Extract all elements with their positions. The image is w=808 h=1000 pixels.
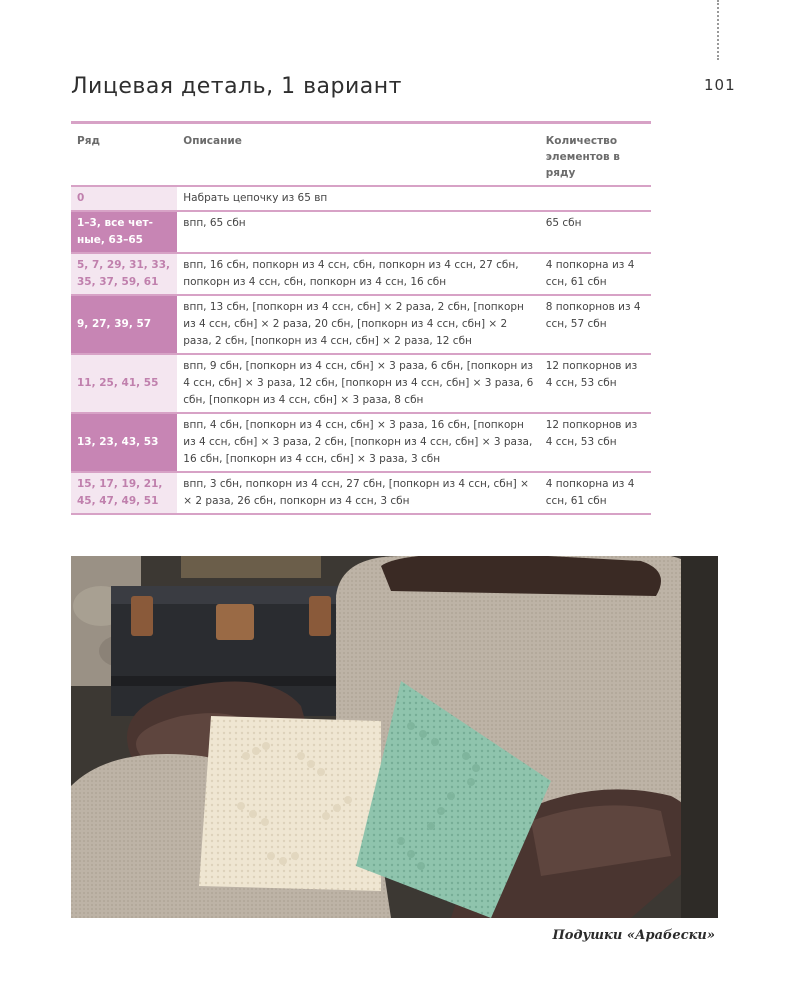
table-header-row	[71, 123, 651, 187]
header-element-count: Количество элементов в ряду	[540, 123, 651, 187]
count-cell: 12 попкорнов из 4 ссн, 53 сбн	[540, 413, 651, 472]
page-edge-dashed-line	[717, 0, 719, 60]
header-description: Описание	[177, 123, 539, 187]
description-cell: впп, 13 сбн, [попкорн из 4 ссн, сбн] × 2 раза, 2 сбн, [попкорн из 4 ссн, сбн] × 2 раза, 20 сбн, [попкорн из 4 ссн, сбн] × 2 раза, 2 сбн, [попкорн из 4 ссн, сбн] × 2 раза, 12 сбн	[177, 295, 539, 354]
header-row-number: Ряд	[71, 123, 177, 187]
row-number-cell: 1–3, все чет-ные, 63–65	[71, 211, 177, 253]
description-cell: впп, 9 сбн, [попкорн из 4 ссн, сбн] × 3 раза, 6 сбн, [попкорн из 4 ссн, сбн] × 3 раза, 12 сбн, [попкорн из 4 ссн, сбн] × 3 раза, 6 сбн, [попкорн из 4 ссн, сбн] × 3 раза, 8 сбн	[177, 354, 539, 413]
description-cell: впп, 4 сбн, [попкорн из 4 ссн, сбн] × 3 раза, 16 сбн, [попкорн из 4 ссн, сбн] × 3 раза, 2 сбн, [попкорн из 4 ссн, сбн] × 3 раза, 16 сбн, [попкорн из 4 ссн, сбн] × 3 раза, 3 сбн	[177, 413, 539, 472]
table-row	[71, 211, 651, 253]
table-row	[71, 413, 651, 472]
table-row	[71, 295, 651, 354]
description-cell: впп, 16 сбн, попкорн из 4 ссн, сбн, попкорн из 4 ссн, 27 сбн, попкорн из 4 ссн, сбн, попкорн из 4 ссн, 16 сбн	[177, 253, 539, 295]
row-number-cell: 13, 23, 43, 53	[71, 413, 177, 472]
page-number: 101	[704, 76, 736, 94]
row-number-cell: 5, 7, 29, 31, 33, 35, 37, 59, 61	[71, 253, 177, 295]
table-row	[71, 253, 651, 295]
description-cell: Набрать цепочку из 65 вп	[177, 186, 539, 211]
count-cell: 65 сбн	[540, 211, 651, 253]
count-cell: 8 попкорнов из 4 ссн, 57 сбн	[540, 295, 651, 354]
row-number-cell: 9, 27, 39, 57	[71, 295, 177, 354]
pillows-on-armchair-photo	[71, 556, 718, 918]
table-row	[71, 354, 651, 413]
count-cell: 4 попкорна из 4 ссн, 61 сбн	[540, 472, 651, 514]
description-cell: впп, 65 сбн	[177, 211, 539, 253]
table-row	[71, 472, 651, 514]
count-cell: 12 попкорнов из 4 ссн, 53 сбн	[540, 354, 651, 413]
row-number-cell: 0	[71, 186, 177, 211]
count-cell	[540, 186, 651, 211]
pattern-table	[71, 121, 651, 515]
section-title: Лицевая деталь, 1 вариант	[71, 74, 402, 99]
photo-caption: Подушки «Арабески»	[552, 928, 715, 943]
row-number-cell: 15, 17, 19, 21, 45, 47, 49, 51	[71, 472, 177, 514]
table-row	[71, 186, 651, 211]
row-number-cell: 11, 25, 41, 55	[71, 354, 177, 413]
description-cell: впп, 3 сбн, попкорн из 4 ссн, 27 сбн, [попкорн из 4 ссн, сбн] × × 2 раза, 26 сбн, попкорн из 4 ссн, 3 сбн	[177, 472, 539, 514]
count-cell: 4 попкорна из 4 ссн, 61 сбн	[540, 253, 651, 295]
